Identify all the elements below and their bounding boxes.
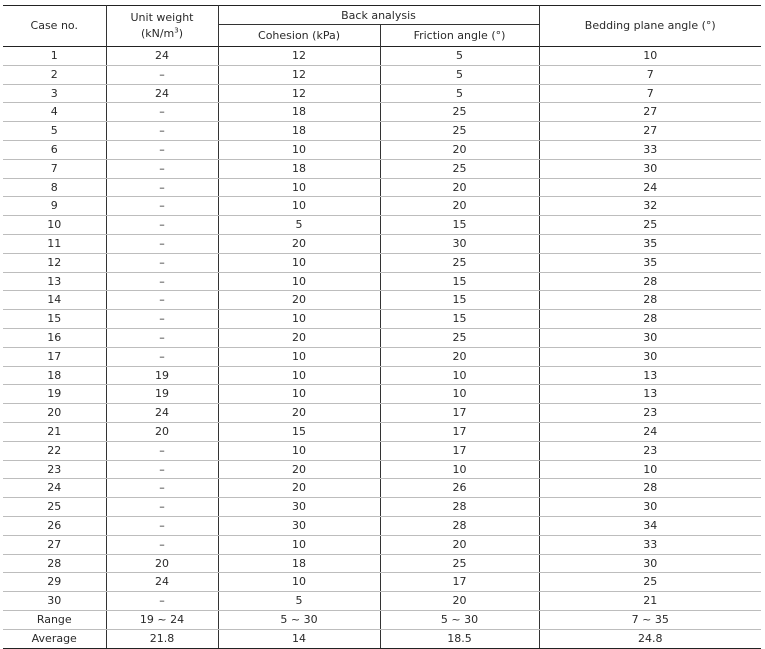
cell-friction-angle: 17 bbox=[380, 441, 539, 460]
cell-cohesion: 12 bbox=[218, 65, 380, 84]
cell-bedding-plane-angle: 27 bbox=[539, 103, 761, 122]
cell-case-no: 21 bbox=[3, 422, 106, 441]
cell-bedding-plane-angle: 28 bbox=[539, 479, 761, 498]
cell-bedding-plane-angle: 27 bbox=[539, 122, 761, 141]
table-row bbox=[3, 573, 761, 592]
cell-friction-angle: 5 ~ 30 bbox=[380, 610, 539, 629]
cell-unit-weight: 19 ~ 24 bbox=[106, 610, 218, 629]
cell-cohesion: 20 bbox=[218, 291, 380, 310]
cell-friction-angle: 30 bbox=[380, 234, 539, 253]
table-row bbox=[3, 479, 761, 498]
table-row bbox=[3, 460, 761, 479]
cell-case-no: Range bbox=[3, 610, 106, 629]
cell-friction-angle: 5 bbox=[380, 84, 539, 103]
cell-unit-weight: – bbox=[106, 592, 218, 611]
cell-cohesion: 12 bbox=[218, 47, 380, 66]
cell-case-no: 27 bbox=[3, 535, 106, 554]
cell-bedding-plane-angle: 13 bbox=[539, 385, 761, 404]
cell-bedding-plane-angle: 35 bbox=[539, 234, 761, 253]
cell-bedding-plane-angle: 34 bbox=[539, 516, 761, 535]
cell-unit-weight: – bbox=[106, 535, 218, 554]
cell-case-no: 13 bbox=[3, 272, 106, 291]
cell-bedding-plane-angle: 25 bbox=[539, 216, 761, 235]
cell-case-no: 3 bbox=[3, 84, 106, 103]
cell-bedding-plane-angle: 7 bbox=[539, 84, 761, 103]
cell-unit-weight: 21.8 bbox=[106, 629, 218, 648]
cell-friction-angle: 15 bbox=[380, 272, 539, 291]
cell-unit-weight: 19 bbox=[106, 385, 218, 404]
cell-case-no: 1 bbox=[3, 47, 106, 66]
cell-case-no: 6 bbox=[3, 140, 106, 159]
cell-unit-weight: 20 bbox=[106, 554, 218, 573]
cell-bedding-plane-angle: 10 bbox=[539, 47, 761, 66]
cell-friction-angle: 20 bbox=[380, 347, 539, 366]
cell-cohesion: 20 bbox=[218, 479, 380, 498]
cell-cohesion: 10 bbox=[218, 253, 380, 272]
cell-bedding-plane-angle: 13 bbox=[539, 366, 761, 385]
table-row bbox=[3, 103, 761, 122]
cell-friction-angle: 20 bbox=[380, 535, 539, 554]
cell-unit-weight: – bbox=[106, 272, 218, 291]
cell-cohesion: 10 bbox=[218, 573, 380, 592]
cell-unit-weight: – bbox=[106, 216, 218, 235]
cell-friction-angle: 18.5 bbox=[380, 629, 539, 648]
cell-cohesion: 18 bbox=[218, 554, 380, 573]
cell-cohesion: 30 bbox=[218, 498, 380, 517]
cell-case-no: 14 bbox=[3, 291, 106, 310]
cell-unit-weight: – bbox=[106, 103, 218, 122]
cell-cohesion: 10 bbox=[218, 535, 380, 554]
cell-cohesion: 12 bbox=[218, 84, 380, 103]
table-row bbox=[3, 328, 761, 347]
average-row bbox=[3, 629, 761, 648]
cell-case-no: 8 bbox=[3, 178, 106, 197]
cell-case-no: 4 bbox=[3, 103, 106, 122]
cell-cohesion: 5 ~ 30 bbox=[218, 610, 380, 629]
cell-cohesion: 10 bbox=[218, 347, 380, 366]
cell-bedding-plane-angle: 30 bbox=[539, 347, 761, 366]
cell-bedding-plane-angle: 33 bbox=[539, 140, 761, 159]
cell-unit-weight: 20 bbox=[106, 422, 218, 441]
table-row bbox=[3, 140, 761, 159]
table-row bbox=[3, 404, 761, 423]
cell-unit-weight: – bbox=[106, 159, 218, 178]
cell-unit-weight: – bbox=[106, 65, 218, 84]
cell-friction-angle: 25 bbox=[380, 253, 539, 272]
cell-case-no: 19 bbox=[3, 385, 106, 404]
cell-unit-weight: 24 bbox=[106, 404, 218, 423]
cell-friction-angle: 10 bbox=[380, 460, 539, 479]
cell-unit-weight: – bbox=[106, 460, 218, 479]
table-row bbox=[3, 366, 761, 385]
cell-case-no: 9 bbox=[3, 197, 106, 216]
cell-case-no: 5 bbox=[3, 122, 106, 141]
cell-friction-angle: 5 bbox=[380, 65, 539, 84]
table-row bbox=[3, 122, 761, 141]
cell-case-no: 2 bbox=[3, 65, 106, 84]
table-row bbox=[3, 498, 761, 517]
cell-case-no: 25 bbox=[3, 498, 106, 517]
table-header bbox=[3, 6, 761, 47]
cell-bedding-plane-angle: 23 bbox=[539, 404, 761, 423]
cell-case-no: 18 bbox=[3, 366, 106, 385]
cell-case-no: 12 bbox=[3, 253, 106, 272]
cell-case-no: 24 bbox=[3, 479, 106, 498]
cell-bedding-plane-angle: 23 bbox=[539, 441, 761, 460]
cell-case-no: 17 bbox=[3, 347, 106, 366]
cell-cohesion: 18 bbox=[218, 122, 380, 141]
header-case-no: Case no. bbox=[3, 6, 106, 47]
table-row bbox=[3, 535, 761, 554]
cell-case-no: 11 bbox=[3, 234, 106, 253]
cell-friction-angle: 17 bbox=[380, 422, 539, 441]
header-friction-angle: Friction angle (°) bbox=[380, 25, 539, 47]
cell-friction-angle: 15 bbox=[380, 291, 539, 310]
cell-friction-angle: 28 bbox=[380, 498, 539, 517]
table-row bbox=[3, 234, 761, 253]
cell-cohesion: 10 bbox=[218, 441, 380, 460]
cell-friction-angle: 20 bbox=[380, 592, 539, 611]
cell-case-no: Average bbox=[3, 629, 106, 648]
cell-cohesion: 10 bbox=[218, 272, 380, 291]
table-row bbox=[3, 310, 761, 329]
cell-case-no: 16 bbox=[3, 328, 106, 347]
header-unit-weight: Unit weight $(kN/m^3)$ bbox=[106, 6, 218, 47]
cell-bedding-plane-angle: 24.8 bbox=[539, 629, 761, 648]
table-row bbox=[3, 516, 761, 535]
cell-cohesion: 10 bbox=[218, 197, 380, 216]
table-row bbox=[3, 347, 761, 366]
cell-bedding-plane-angle: 35 bbox=[539, 253, 761, 272]
table-row bbox=[3, 253, 761, 272]
cell-bedding-plane-angle: 7 bbox=[539, 65, 761, 84]
cell-unit-weight: – bbox=[106, 516, 218, 535]
table-container bbox=[3, 5, 761, 649]
cell-friction-angle: 10 bbox=[380, 385, 539, 404]
cell-bedding-plane-angle: 33 bbox=[539, 535, 761, 554]
cell-cohesion: 20 bbox=[218, 328, 380, 347]
cell-unit-weight: – bbox=[106, 479, 218, 498]
cell-cohesion: 10 bbox=[218, 140, 380, 159]
table-row bbox=[3, 592, 761, 611]
cell-cohesion: 18 bbox=[218, 159, 380, 178]
cell-bedding-plane-angle: 30 bbox=[539, 328, 761, 347]
cell-friction-angle: 25 bbox=[380, 554, 539, 573]
cell-unit-weight: – bbox=[106, 441, 218, 460]
cell-unit-weight: – bbox=[106, 498, 218, 517]
cell-unit-weight: 24 bbox=[106, 84, 218, 103]
cell-cohesion: 20 bbox=[218, 234, 380, 253]
cell-cohesion: 10 bbox=[218, 366, 380, 385]
cell-bedding-plane-angle: 30 bbox=[539, 554, 761, 573]
cell-friction-angle: 17 bbox=[380, 573, 539, 592]
cell-bedding-plane-angle: 28 bbox=[539, 291, 761, 310]
cell-unit-weight: 19 bbox=[106, 366, 218, 385]
cell-unit-weight: – bbox=[106, 253, 218, 272]
cell-unit-weight: – bbox=[106, 234, 218, 253]
cell-cohesion: 20 bbox=[218, 460, 380, 479]
cell-case-no: 7 bbox=[3, 159, 106, 178]
cell-bedding-plane-angle: 30 bbox=[539, 159, 761, 178]
table-row bbox=[3, 159, 761, 178]
cell-cohesion: 5 bbox=[218, 216, 380, 235]
cell-unit-weight: – bbox=[106, 178, 218, 197]
header-bedding-plane-angle: Bedding plane angle (°) bbox=[539, 6, 761, 47]
cell-friction-angle: 10 bbox=[380, 366, 539, 385]
cell-friction-angle: 5 bbox=[380, 47, 539, 66]
cell-bedding-plane-angle: 30 bbox=[539, 498, 761, 517]
cell-bedding-plane-angle: 24 bbox=[539, 178, 761, 197]
cell-cohesion: 30 bbox=[218, 516, 380, 535]
cell-case-no: 23 bbox=[3, 460, 106, 479]
cell-friction-angle: 28 bbox=[380, 516, 539, 535]
cell-unit-weight: – bbox=[106, 140, 218, 159]
cell-friction-angle: 26 bbox=[380, 479, 539, 498]
cell-cohesion: 18 bbox=[218, 103, 380, 122]
table-row bbox=[3, 216, 761, 235]
cell-cohesion: 10 bbox=[218, 310, 380, 329]
cell-unit-weight: – bbox=[106, 197, 218, 216]
table-body bbox=[3, 47, 761, 649]
cell-unit-weight: – bbox=[106, 347, 218, 366]
cell-case-no: 15 bbox=[3, 310, 106, 329]
range-row bbox=[3, 610, 761, 629]
cell-unit-weight: – bbox=[106, 122, 218, 141]
table-row bbox=[3, 47, 761, 66]
cell-unit-weight: – bbox=[106, 328, 218, 347]
cell-case-no: 26 bbox=[3, 516, 106, 535]
cell-case-no: 22 bbox=[3, 441, 106, 460]
cell-cohesion: 14 bbox=[218, 629, 380, 648]
table-row bbox=[3, 178, 761, 197]
cell-friction-angle: 25 bbox=[380, 103, 539, 122]
cell-friction-angle: 20 bbox=[380, 197, 539, 216]
cell-case-no: 10 bbox=[3, 216, 106, 235]
cell-case-no: 20 bbox=[3, 404, 106, 423]
cell-friction-angle: 15 bbox=[380, 216, 539, 235]
table-row bbox=[3, 272, 761, 291]
cell-case-no: 28 bbox=[3, 554, 106, 573]
cell-bedding-plane-angle: 25 bbox=[539, 573, 761, 592]
cell-cohesion: 15 bbox=[218, 422, 380, 441]
cell-bedding-plane-angle: 24 bbox=[539, 422, 761, 441]
cell-unit-weight: 24 bbox=[106, 573, 218, 592]
cell-case-no: 29 bbox=[3, 573, 106, 592]
cell-friction-angle: 15 bbox=[380, 310, 539, 329]
cell-friction-angle: 20 bbox=[380, 140, 539, 159]
header-cohesion: Cohesion (kPa) bbox=[218, 25, 380, 47]
cell-bedding-plane-angle: 10 bbox=[539, 460, 761, 479]
cell-friction-angle: 20 bbox=[380, 178, 539, 197]
table-row bbox=[3, 84, 761, 103]
header-back-analysis: Back analysis bbox=[218, 6, 539, 25]
cell-bedding-plane-angle: 7 ~ 35 bbox=[539, 610, 761, 629]
table-row bbox=[3, 65, 761, 84]
table-row bbox=[3, 441, 761, 460]
cell-unit-weight: 24 bbox=[106, 47, 218, 66]
cell-friction-angle: 25 bbox=[380, 122, 539, 141]
cell-bedding-plane-angle: 28 bbox=[539, 310, 761, 329]
table-row bbox=[3, 291, 761, 310]
cell-cohesion: 10 bbox=[218, 178, 380, 197]
cell-friction-angle: 25 bbox=[380, 328, 539, 347]
table-row bbox=[3, 197, 761, 216]
cell-bedding-plane-angle: 32 bbox=[539, 197, 761, 216]
cell-cohesion: 20 bbox=[218, 404, 380, 423]
back-analysis-table bbox=[3, 5, 761, 649]
cell-cohesion: 10 bbox=[218, 385, 380, 404]
cell-unit-weight: – bbox=[106, 310, 218, 329]
table-row bbox=[3, 422, 761, 441]
cell-friction-angle: 25 bbox=[380, 159, 539, 178]
table-row bbox=[3, 554, 761, 573]
cell-friction-angle: 17 bbox=[380, 404, 539, 423]
cell-bedding-plane-angle: 21 bbox=[539, 592, 761, 611]
cell-bedding-plane-angle: 28 bbox=[539, 272, 761, 291]
cell-unit-weight: – bbox=[106, 291, 218, 310]
table-row bbox=[3, 385, 761, 404]
cell-cohesion: 5 bbox=[218, 592, 380, 611]
cell-case-no: 30 bbox=[3, 592, 106, 611]
